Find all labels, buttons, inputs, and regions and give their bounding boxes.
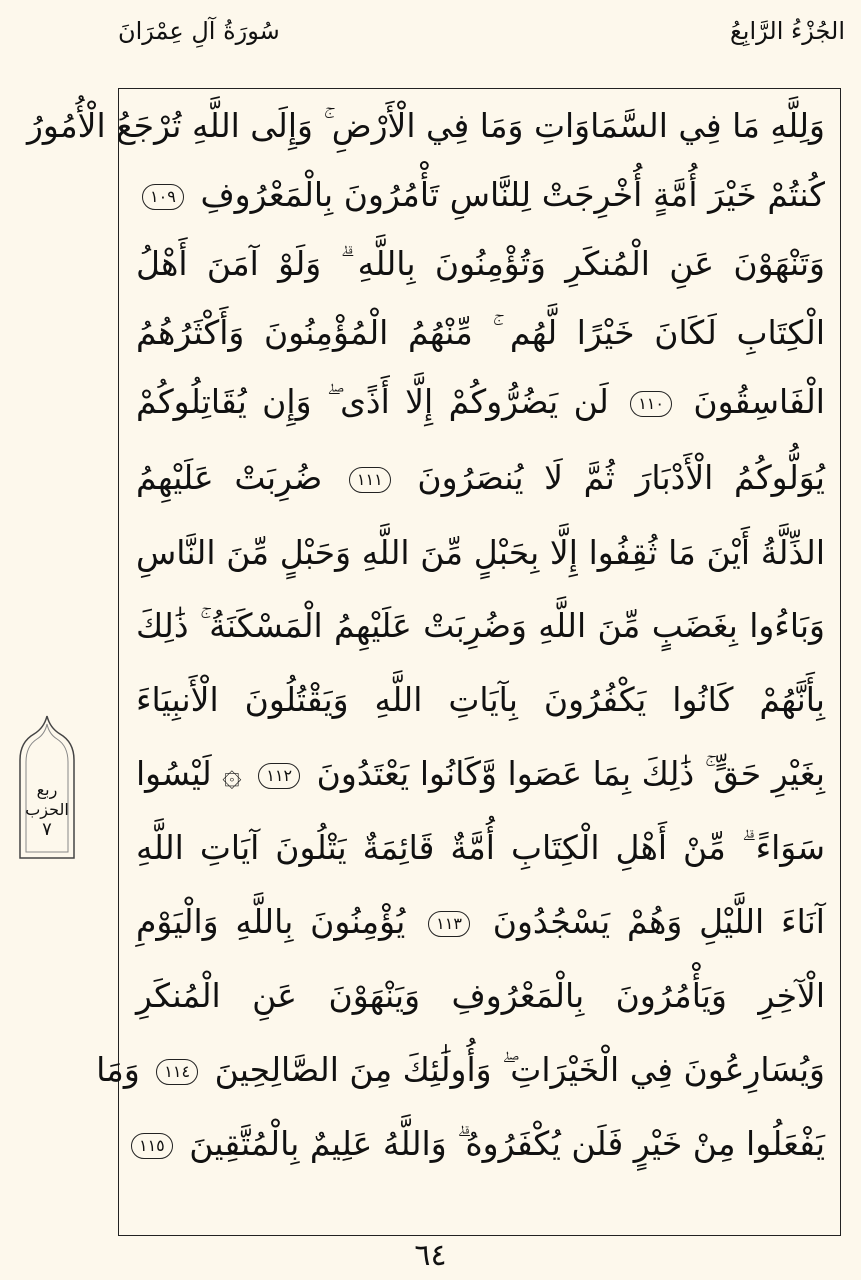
verse-segment: كُنتُمْ خَيْرَ أُمَّةٍ أُخْرِجَتْ لِلنَّاسِ تَأْمُرُونَ بِالْمَعْرُوفِ	[200, 175, 825, 214]
verse-line	[136, 818, 825, 878]
hizb-label: الحزب	[25, 800, 69, 819]
verse-line	[136, 1114, 825, 1174]
verse-segment: بِأَنَّهُمْ كَانُوا يَكْفُرُونَ بِآيَاتِ اللَّهِ وَيَقْتُلُونَ الْأَنبِيَاءَ	[136, 680, 825, 719]
verse-line	[136, 234, 825, 294]
juz-header: الجُزْءُ الرَّابِعُ	[730, 17, 845, 45]
verse-segment: ضُرِبَتْ عَلَيْهِمُ	[136, 458, 323, 497]
verse-segment: وَبَاءُوا بِغَضَبٍ مِّنَ اللَّهِ وَضُرِبَتْ عَلَيْهِمُ الْمَسْكَنَةُ ۚ ذَٰلِكَ	[136, 606, 825, 645]
verse-line	[136, 596, 825, 656]
ayah-number-marker: ١١٠	[630, 391, 672, 417]
verse-line	[96, 1040, 825, 1100]
verse-line	[136, 966, 825, 1026]
verse-line	[26, 96, 825, 156]
verse-line	[136, 523, 825, 583]
page-number: ٦٤	[414, 1238, 447, 1273]
verse-line	[136, 892, 825, 952]
verse-segment: لَن يَضُرُّوكُمْ إِلَّا أَذًى ۖ وَإِن يُقَاتِلُوكُمْ	[136, 382, 609, 421]
verse-line	[136, 372, 825, 432]
verse-segment: وَتَنْهَوْنَ عَنِ الْمُنكَرِ وَتُؤْمِنُونَ بِاللَّهِ ۗ وَلَوْ آمَنَ أَهْلُ	[136, 244, 825, 283]
verse-segment: الْآخِرِ وَيَأْمُرُونَ بِالْمَعْرُوفِ وَيَنْهَوْنَ عَنِ الْمُنكَرِ	[136, 976, 825, 1015]
ayah-number-marker: ١١٣	[428, 911, 470, 937]
verse-line	[136, 303, 825, 363]
verse-segment: وَمَا	[96, 1050, 140, 1089]
verse-segment: الذِّلَّةُ أَيْنَ مَا ثُقِفُوا إِلَّا بِحَبْلٍ مِّنَ اللَّهِ وَحَبْلٍ مِّنَ النَّاسِ	[136, 533, 825, 572]
verse-segment: سَوَاءً ۗ مِّنْ أَهْلِ الْكِتَابِ أُمَّةٌ قَائِمَةٌ يَتْلُونَ آيَاتِ اللَّهِ	[136, 828, 825, 867]
verse-segment: يَفْعَلُوا مِنْ خَيْرٍ فَلَن يُكْفَرُوهُ ۗ وَاللَّهُ عَلِيمٌ بِالْمُتَّقِينَ	[189, 1124, 825, 1163]
verse-segment: وَيُسَارِعُونَ فِي الْخَيْرَاتِ ۖ وَأُولَٰئِكَ مِنَ الصَّالِحِينَ	[214, 1050, 825, 1089]
verse-segment: الْكِتَابِ لَكَانَ خَيْرًا لَّهُم ۚ مِّنْهُمُ الْمُؤْمِنُونَ وَأَكْثَرُهُمُ	[136, 313, 825, 352]
ayah-number-marker: ١١٢	[258, 763, 300, 789]
surah-header: سُورَةُ آلِ عِمْرَانَ	[118, 17, 280, 45]
ayah-number-marker: ١٠٩	[142, 184, 184, 210]
verse-line	[136, 744, 825, 804]
verse-line	[136, 165, 825, 225]
verse-line	[136, 448, 825, 508]
ayah-number-marker: ١١٥	[131, 1133, 173, 1159]
verse-segment: بِغَيْرِ حَقٍّ ۚ ذَٰلِكَ بِمَا عَصَوا وَّكَانُوا يَعْتَدُونَ	[316, 754, 825, 793]
verse-segment: يُؤْمِنُونَ بِاللَّهِ وَالْيَوْمِ	[136, 902, 406, 941]
verse-segment: يُوَلُّوكُمُ الْأَدْبَارَ ثُمَّ لَا يُنصَرُونَ	[417, 458, 825, 497]
hizb-quarter-label: ربع	[36, 780, 58, 799]
verse-segment: وَلِلَّهِ مَا فِي السَّمَاوَاتِ وَمَا فِي الْأَرْضِ ۚ وَإِلَى اللَّهِ تُرْجَعُ الْأُمُورُ	[26, 106, 825, 145]
ayah-number-marker: ١١٤	[156, 1059, 198, 1085]
verse-segment: الْفَاسِقُونَ	[693, 382, 825, 421]
hizb-number: ٧	[42, 819, 52, 840]
verse-segment: آنَاءَ اللَّيْلِ وَهُمْ يَسْجُدُونَ	[492, 902, 825, 941]
hizb-marker	[12, 712, 82, 862]
verse-line	[136, 670, 825, 730]
ayah-number-marker: ١١١	[349, 467, 391, 493]
verse-segment: ۞ لَيْسُوا	[136, 754, 242, 793]
